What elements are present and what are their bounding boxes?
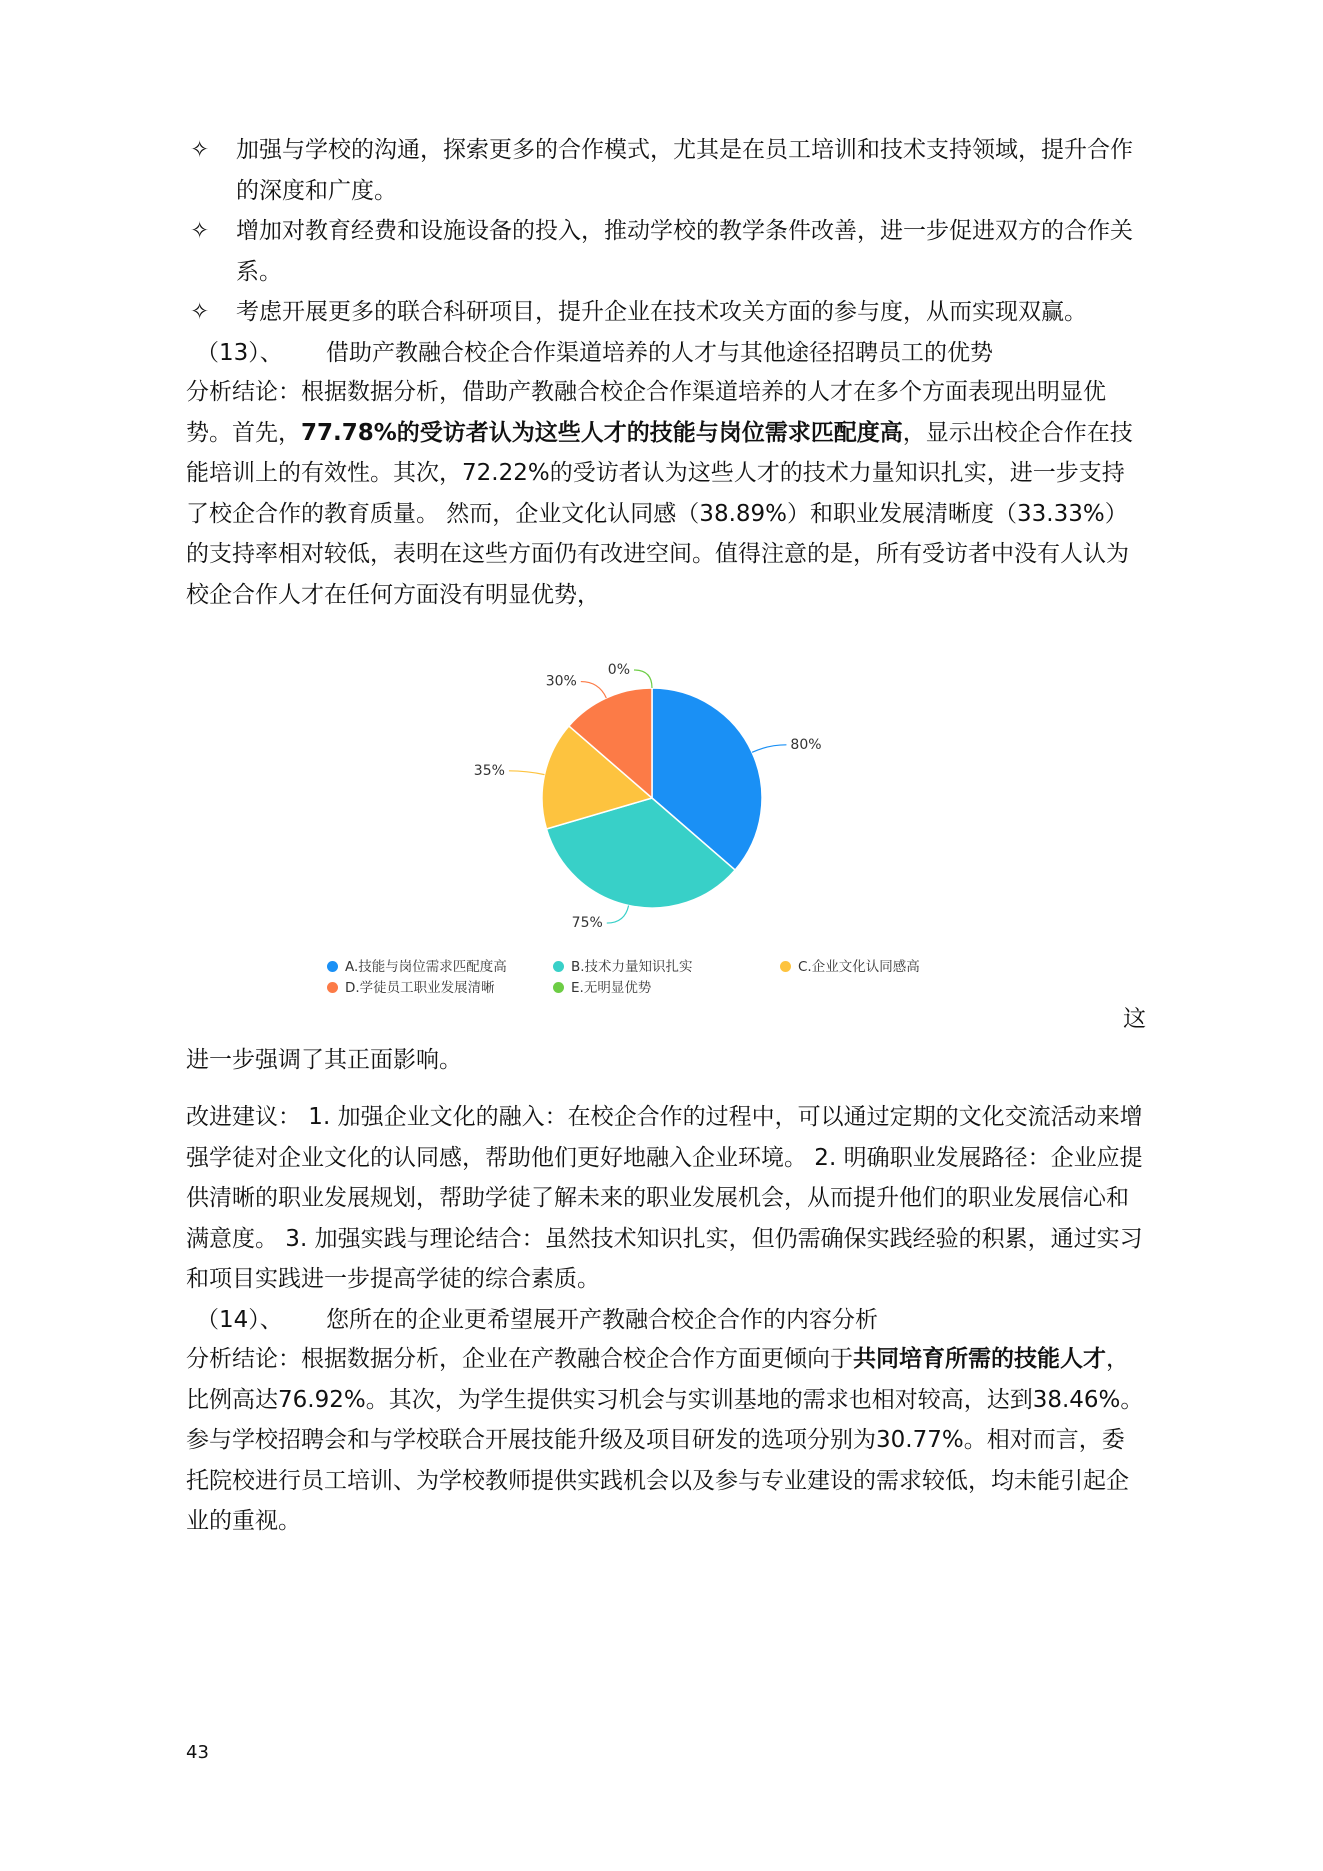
slice-data-label: 35% bbox=[473, 762, 505, 779]
section-13-heading bbox=[196, 333, 993, 373]
leader-line bbox=[634, 670, 652, 688]
section-title: 借助产教融合校企合作渠道培养的人才与其他途径招聘员工的优势 bbox=[326, 340, 993, 366]
legend-label: D.学徒员工职业发展清晰 bbox=[345, 980, 495, 996]
legend-item bbox=[327, 955, 507, 975]
leader-line bbox=[752, 745, 786, 752]
legend-swatch bbox=[327, 961, 338, 972]
improvement-suggestions bbox=[186, 1097, 1146, 1300]
slice-data-label: 30% bbox=[545, 673, 577, 690]
trailing-word bbox=[186, 999, 1146, 1040]
after-chart-text bbox=[186, 1040, 1146, 1081]
analysis-highlight: 共同培育所需的技能人才 bbox=[853, 1346, 1106, 1372]
leader-line bbox=[607, 905, 629, 923]
recommendation-bullets bbox=[186, 130, 1146, 333]
bullet-item bbox=[186, 292, 1146, 333]
legend-swatch bbox=[327, 982, 338, 993]
section-number: （14）、 bbox=[196, 1307, 283, 1333]
page-number: 43 bbox=[186, 1742, 209, 1763]
paragraph-text: 改进建议： 1. 加强企业文化的融入：在校企合作的过程中，可以通过定期的文化交流活动来增强学徒对企业文化的认同感，帮助他们更好地融入企业环境。 2. 明确职业发展路径：企业应提供清晰的职业发展规划，帮助学徒了解未来的职业发展机会，从而提升他们的职业发展信心和满意度。 3. 加强实践与理论结合：虽然技术知识扎实，但仍需确保实践经验的积累，通过实习和项目实践进一步提高学徒的综合素质。 bbox=[186, 1104, 1143, 1292]
leader-line bbox=[581, 682, 606, 698]
bullet-mark: ✧ bbox=[190, 299, 210, 325]
legend-label: A.技能与岗位需求匹配度高 bbox=[345, 959, 507, 975]
slice-data-label: 75% bbox=[571, 915, 603, 932]
bullet-text: 加强与学校的沟通，探索更多的合作模式，尤其是在员工培训和技术支持领域，提升合作的深度和广度。 bbox=[236, 137, 1133, 204]
legend-item bbox=[553, 976, 651, 996]
analysis-text: 分析结论：根据数据分析，企业在产教融合校企合作方面更倾向于 bbox=[186, 1346, 853, 1372]
slice-data-label: 0% bbox=[607, 662, 630, 678]
analysis-highlight: 77.78%的受访者认为这些人才的技能与岗位需求匹配度高 bbox=[301, 419, 903, 446]
legend-item bbox=[553, 955, 693, 975]
bullet-item bbox=[186, 130, 1146, 211]
bullet-text: 考虑开展更多的联合科研项目，提升企业在技术攻关方面的参与度，从而实现双赢。 bbox=[236, 299, 1087, 325]
paragraph-text: 进一步强调了其正面影响。 bbox=[186, 1047, 462, 1073]
legend-label: B.技术力量知识扎实 bbox=[571, 959, 693, 975]
legend-swatch bbox=[553, 982, 564, 993]
analysis-text: 分析结论：根据数据分析，借助产教融合校企合作渠道培养的人才在多个方面表现出明显优势。首先， bbox=[186, 379, 1106, 446]
section-14-analysis bbox=[186, 1339, 1146, 1542]
leader-line bbox=[509, 771, 545, 775]
legend-label: E.无明显优势 bbox=[571, 980, 652, 996]
section-title: 您所在的企业更希望展开产教融合校企合作的内容分析 bbox=[326, 1307, 878, 1333]
section-number: （13）、 bbox=[196, 340, 283, 366]
analysis-text: ，比例高达76.92%。其次，为学生提供实习机会与实训基地的需求也相对较高，达到38.46%。参与学校招聘会和与学校联合开展技能升级及项目研发的选项分别为30.77%。相对而言，委托院校进行员工培训、为学校教师提供实践机会以及参与专业建设的需求较低，均未能引起企业的重视。 bbox=[186, 1346, 1144, 1534]
trailing-text: 这 bbox=[1123, 1006, 1146, 1032]
analysis-text: ，显示出校企合作在技能培训上的有效性。其次，72.22%的受访者认为这些人才的技术力量知识扎实，进一步支持了校企合作的教育质量。 然而，企业文化认同感（38.89%）和职业发展清晰度（33.33%）的支持率相对较低，表明在这些方面仍有改进空间。值得注意的是，所有受访者中没有人认为校企合作人才在任何方面没有明显优势， bbox=[186, 419, 1133, 608]
bullet-text: 增加对教育经费和设施设备的投入，推动学校的教学条件改善，进一步促进双方的合作关系。 bbox=[236, 218, 1133, 285]
slice-data-label: 80% bbox=[790, 736, 822, 753]
pie-chart bbox=[300, 620, 1020, 1005]
legend-item bbox=[780, 955, 920, 975]
bullet-item bbox=[186, 211, 1146, 292]
legend-swatch bbox=[780, 961, 791, 972]
bullet-mark: ✧ bbox=[190, 218, 210, 244]
section-13-analysis bbox=[186, 372, 1146, 615]
bullet-mark: ✧ bbox=[190, 137, 210, 163]
pie-chart-svg bbox=[300, 620, 1020, 1005]
legend-label: C.企业文化认同感高 bbox=[798, 959, 920, 975]
legend-item bbox=[327, 976, 495, 996]
section-14-heading bbox=[196, 1300, 878, 1340]
legend-swatch bbox=[553, 961, 564, 972]
